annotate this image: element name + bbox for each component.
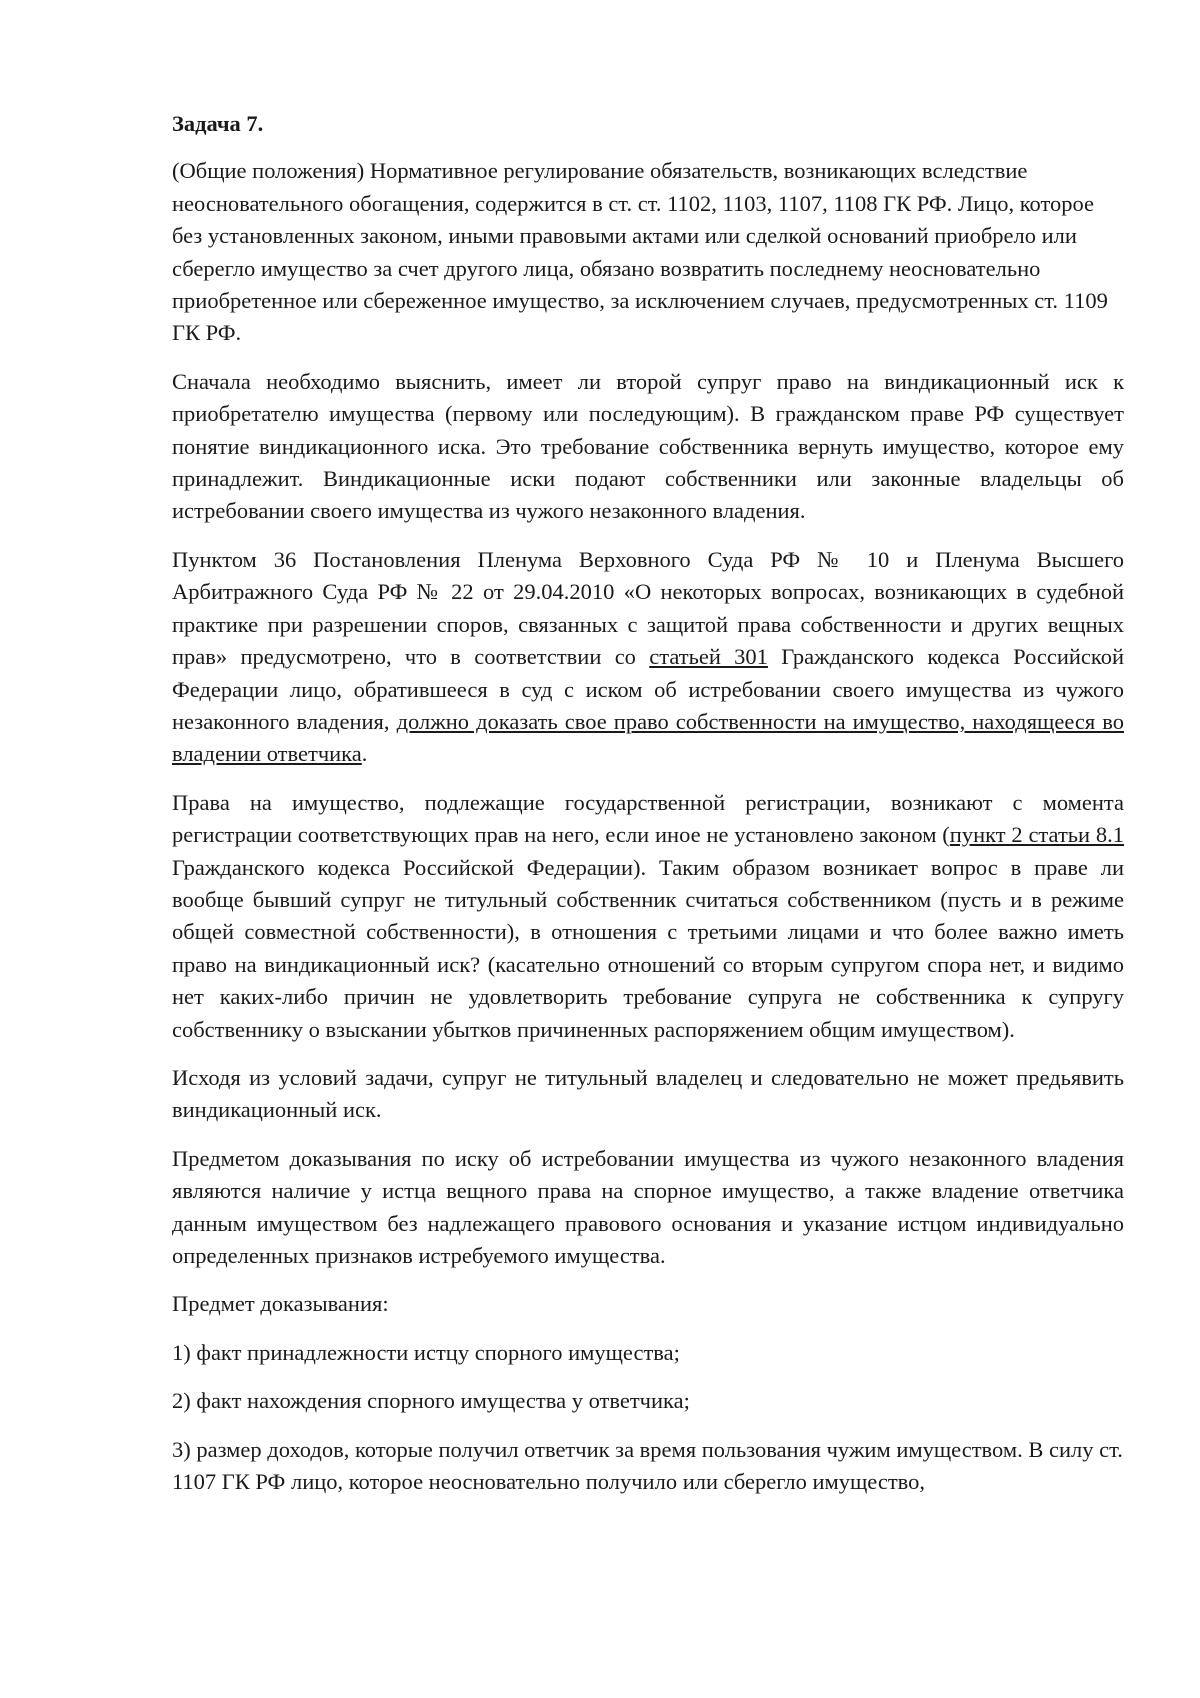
- text-segment: Гражданского кодекса Российской Федерации). Таким образом возникает вопрос в праве ли вообще бывший супруг не титульный собственник считаться собственником (пусть и в режиме общей совместной собственности), в отношения с третьими лицами и что более важно иметь право на виндикационный иск? (касательно отношений со вторым супругом спора нет, и видимо нет каких-либо причин не удовлетворить требование супруга не собственника к супругу собственнику о взыскании убытков причиненных распоряжением общим имуществом).: [172, 854, 1124, 1042]
- text-segment: Права на имущество, подлежащие государственной регистрации, возникают с момента регистрации соответствующих прав на него, если иное не установлено законом (: [172, 789, 1124, 848]
- text-segment: .: [361, 741, 368, 767]
- list-item: 2) факт нахождения спорного имущества у ответчика;: [172, 1388, 690, 1414]
- paragraph-vindication: Сначала необходимо выяснить, имеет ли второй супруг право на виндикационный иск к приобретателю имущества (первому или последующим). В гражданском праве РФ существует понятие виндикационного иска. Это требование собственника вернуть имущество, которое ему принадлежит. Виндикационные иски подают собственники или законные владельцы об истребовании своего имущества из чужого незаконного владения.: [172, 368, 1124, 524]
- list-item: 1) факт принадлежности истцу спорного имущества;: [172, 1339, 680, 1365]
- article-8-1-link[interactable]: пункт 2 статьи 8.1: [949, 822, 1124, 848]
- paragraph-general-provisions: (Общие положения) Нормативное регулирование обязательств, возникающих вследствие неосновательного обогащения, содержится в ст. ст. 1102, 1103, 1107, 1108 ГК РФ. Лицо, которое без установленных законом, иными правовыми актами или сделкой оснований приобрело или сберегло имущество за счет другого лица, обязано возвратить последнему неосновательно приобретенное или сбереженное имущество, за исключением случаев, предусмотренных ст. 1109 ГК РФ.: [172, 158, 1108, 346]
- paragraph-state-registration: [172, 787, 1124, 1046]
- document-page: [172, 108, 1124, 1514]
- underlined-statement: должно доказать свое право собственности на имущество, находящееся во владении ответчика: [172, 708, 1125, 767]
- text-segment: Пунктом 36 Постановления Пленума Верховного Суда РФ № 10 и Пленума Высшего Арбитражного Суда РФ № 22 от 29.04.2010 «О некоторых вопросах, возникающих в судебной практике при разрешении споров, связанных с защитой права собственности и других вещных прав» предусмотрено, что в соответствии со: [172, 546, 1124, 670]
- article-301-link[interactable]: статьей 301: [649, 644, 768, 670]
- paragraph-plenum-resolution: [172, 544, 1124, 771]
- text-segment: Гражданского кодекса Российской Федерации лицо, обратившееся в суд с иском об истребовании своего имущества из чужого незаконного владения,: [172, 644, 1124, 734]
- list-item: 3) размер доходов, которые получил ответчик за время пользования чужим имуществом. В силу ст. 1107 ГК РФ лицо, которое неосновательно получило или сберегло имущество,: [172, 1436, 1123, 1495]
- paragraph-subject-of-proof: Предметом доказывания по иску об истребовании имущества из чужого незаконного владения являются наличие у истца вещного права на спорное имущество, а также владение ответчика данным имуществом без надлежащего правового основания и указание истцом индивидуально определенных признаков истребуемого имущества.: [172, 1145, 1124, 1268]
- paragraph-conclusion: Исходя из условий задачи, супруг не титульный владелец и следовательно не может предьявить виндикационный иск.: [172, 1064, 1124, 1123]
- task-title: Задача 7.: [172, 111, 264, 136]
- subject-of-proof-heading: Предмет доказывания:: [172, 1291, 389, 1317]
